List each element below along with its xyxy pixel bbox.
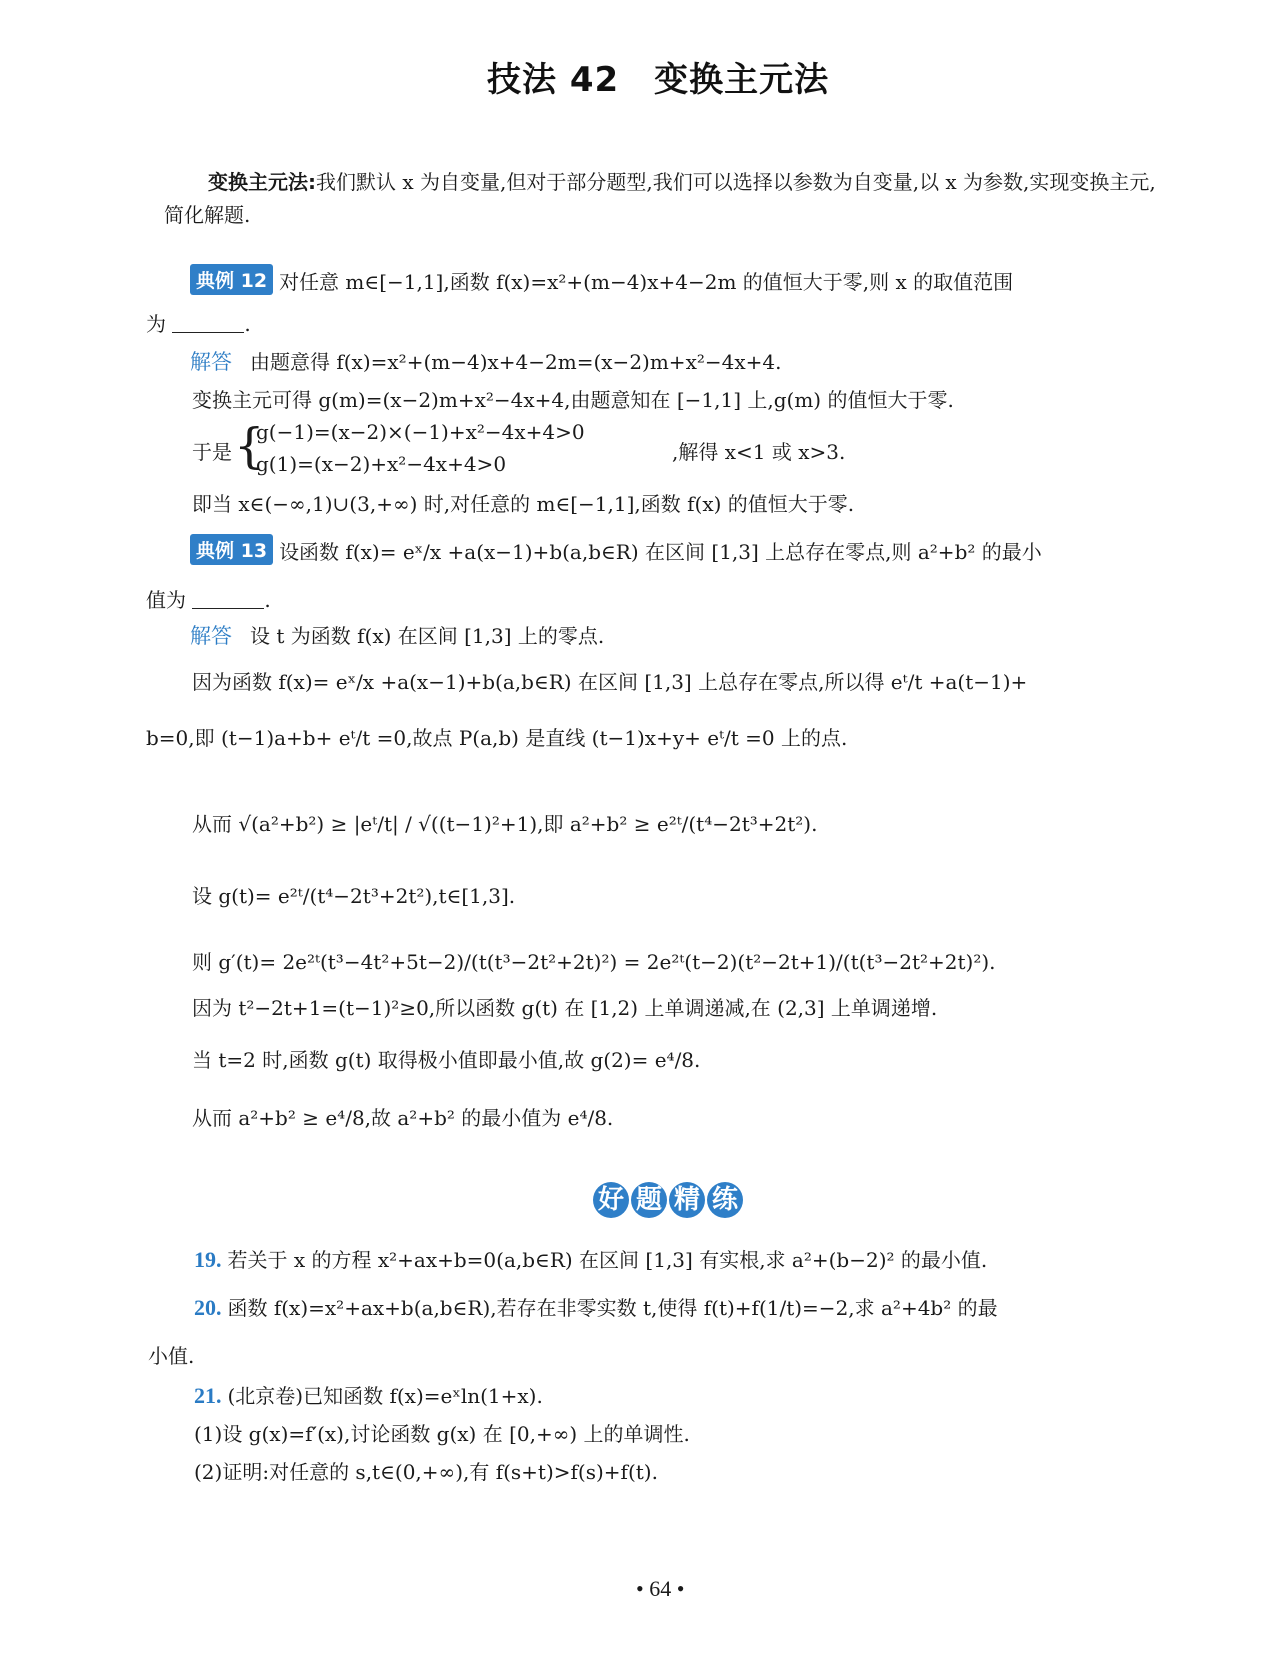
problem-text: 若关于 x 的方程 x²+ax+b=0(a,b∈R) 在区间 [1,3] 有实根,求 a²+(b−2)² 的最小值. <box>227 1248 988 1272</box>
example12-question-end: 为 . <box>146 312 251 336</box>
example13-line: 设 t 为函数 f(x) 在区间 [1,3] 上的零点. <box>250 624 605 648</box>
system-row-1: g(−1)=(x−2)×(−1)+x²−4x+4>0 <box>256 420 585 444</box>
example13-tag: 典例 13 <box>190 534 273 565</box>
example13-question-text: 设函数 f(x)= eˣ/x +a(x−1)+b(a,b∈R) 在区间 [1,3] 上总存在零点,则 a²+b² 的最小 <box>279 540 1042 564</box>
example12-answer-line-2: 变换主元可得 g(m)=(x−2)m+x²−4x+4,由题意知在 [−1,1] 上,g(m) 的值恒大于零. <box>192 388 954 412</box>
example13-answer-line-5: 设 g(t)= e²ᵗ/(t⁴−2t³+2t²),t∈[1,3]. <box>192 884 516 908</box>
example13-question <box>190 534 1042 565</box>
practice-section-title <box>592 1182 744 1218</box>
section-title-char: 题 <box>631 1182 667 1218</box>
problem-21 <box>194 1380 543 1409</box>
example13-answer-line-3: b=0,即 (t−1)a+b+ eᵗ/t =0,故点 P(a,b) 是直线 (t−1)x+y+ eᵗ/t =0 上的点. <box>146 726 848 750</box>
answer-label: 解答 <box>190 350 232 374</box>
section-title-char: 练 <box>707 1182 743 1218</box>
example13-answer-line-9: 从而 a²+b² ≥ e⁴/8,故 a²+b² 的最小值为 e⁴/8. <box>192 1106 614 1130</box>
left-brace: { <box>234 418 265 474</box>
example12-question-text: 对任意 m∈[−1,1],函数 f(x)=x²+(m−4)x+4−2m 的值恒大于零,则 x 的取值范围 <box>279 270 1014 294</box>
example13-question-end: 值为 . <box>146 588 271 612</box>
section-title-char: 精 <box>669 1182 705 1218</box>
example12-question <box>190 264 1013 295</box>
answer-blank <box>192 590 264 609</box>
intro-label: 变换主元法: <box>208 170 316 194</box>
problem-21-part-2: (2)证明:对任意的 s,t∈(0,+∞),有 f(s+t)>f(s)+f(t). <box>194 1460 658 1484</box>
example12-answer-line-4: 即当 x∈(−∞,1)∪(3,+∞) 时,对任意的 m∈[−1,1],函数 f(x) 的值恒大于零. <box>192 492 855 516</box>
section-title-char: 好 <box>593 1182 629 1218</box>
system-result: ,解得 x<1 或 x>3. <box>672 440 846 464</box>
intro-text: 我们默认 x 为自变量,但对于部分题型,我们可以选择以参数为自变量,以 x 为参数,实现变换主元,简化解题. <box>164 170 1156 227</box>
problem-number: 19. <box>194 1247 222 1272</box>
example12-tag: 典例 12 <box>190 264 273 295</box>
problem-text: 函数 f(x)=x²+ax+b(a,b∈R),若存在非零实数 t,使得 f(t)+f(1/t)=−2,求 a²+4b² 的最 <box>227 1296 998 1320</box>
example13-answer-line-7: 因为 t²−2t+1=(t−1)²≥0,所以函数 g(t) 在 [1,2) 上单调递减,在 (2,3] 上单调递增. <box>192 996 938 1020</box>
page-title: 技法 42 变换主元法 <box>487 60 830 100</box>
example13-answer-line-1 <box>190 620 604 650</box>
example12-answer-line-1 <box>190 346 781 376</box>
problem-19 <box>194 1244 987 1273</box>
example13-question-end-text: 值为 <box>146 588 186 612</box>
answer-label: 解答 <box>190 624 232 648</box>
example12-question-end-text: 为 <box>146 312 166 336</box>
problem-21-part-1: (1)设 g(x)=f′(x),讨论函数 g(x) 在 [0,+∞) 上的单调性. <box>194 1422 690 1446</box>
system-row-2: g(1)=(x−2)+x²−4x+4>0 <box>256 452 507 476</box>
problem-20 <box>194 1292 998 1321</box>
intro-paragraph <box>164 166 1164 232</box>
system-prefix: 于是 <box>192 440 232 464</box>
page-number: • 64 • <box>636 1576 685 1601</box>
problem-20-continued: 小值. <box>148 1344 195 1368</box>
problem-number: 20. <box>194 1295 222 1320</box>
example13-answer-line-6: 则 g′(t)= 2e²ᵗ(t³−4t²+5t−2)/(t(t³−2t²+2t)²) = 2e²ᵗ(t−2)(t²−2t+1)/(t(t³−2t²+2t)²). <box>192 950 996 974</box>
example12-line: 由题意得 f(x)=x²+(m−4)x+4−2m=(x−2)m+x²−4x+4. <box>250 350 782 374</box>
problem-text: (北京卷)已知函数 f(x)=eˣln(1+x). <box>227 1384 543 1408</box>
problem-number: 21. <box>194 1383 222 1408</box>
example13-answer-line-2: 因为函数 f(x)= eˣ/x +a(x−1)+b(a,b∈R) 在区间 [1,3] 上总存在零点,所以得 eᵗ/t +a(t−1)+ <box>192 670 1028 694</box>
answer-blank <box>172 314 244 333</box>
example13-answer-line-4: 从而 √(a²+b²) ≥ |eᵗ/t| / √((t−1)²+1),即 a²+b² ≥ e²ᵗ/(t⁴−2t³+2t²). <box>192 812 818 836</box>
example13-answer-line-8: 当 t=2 时,函数 g(t) 取得极小值即最小值,故 g(2)= e⁴/8. <box>192 1048 701 1072</box>
